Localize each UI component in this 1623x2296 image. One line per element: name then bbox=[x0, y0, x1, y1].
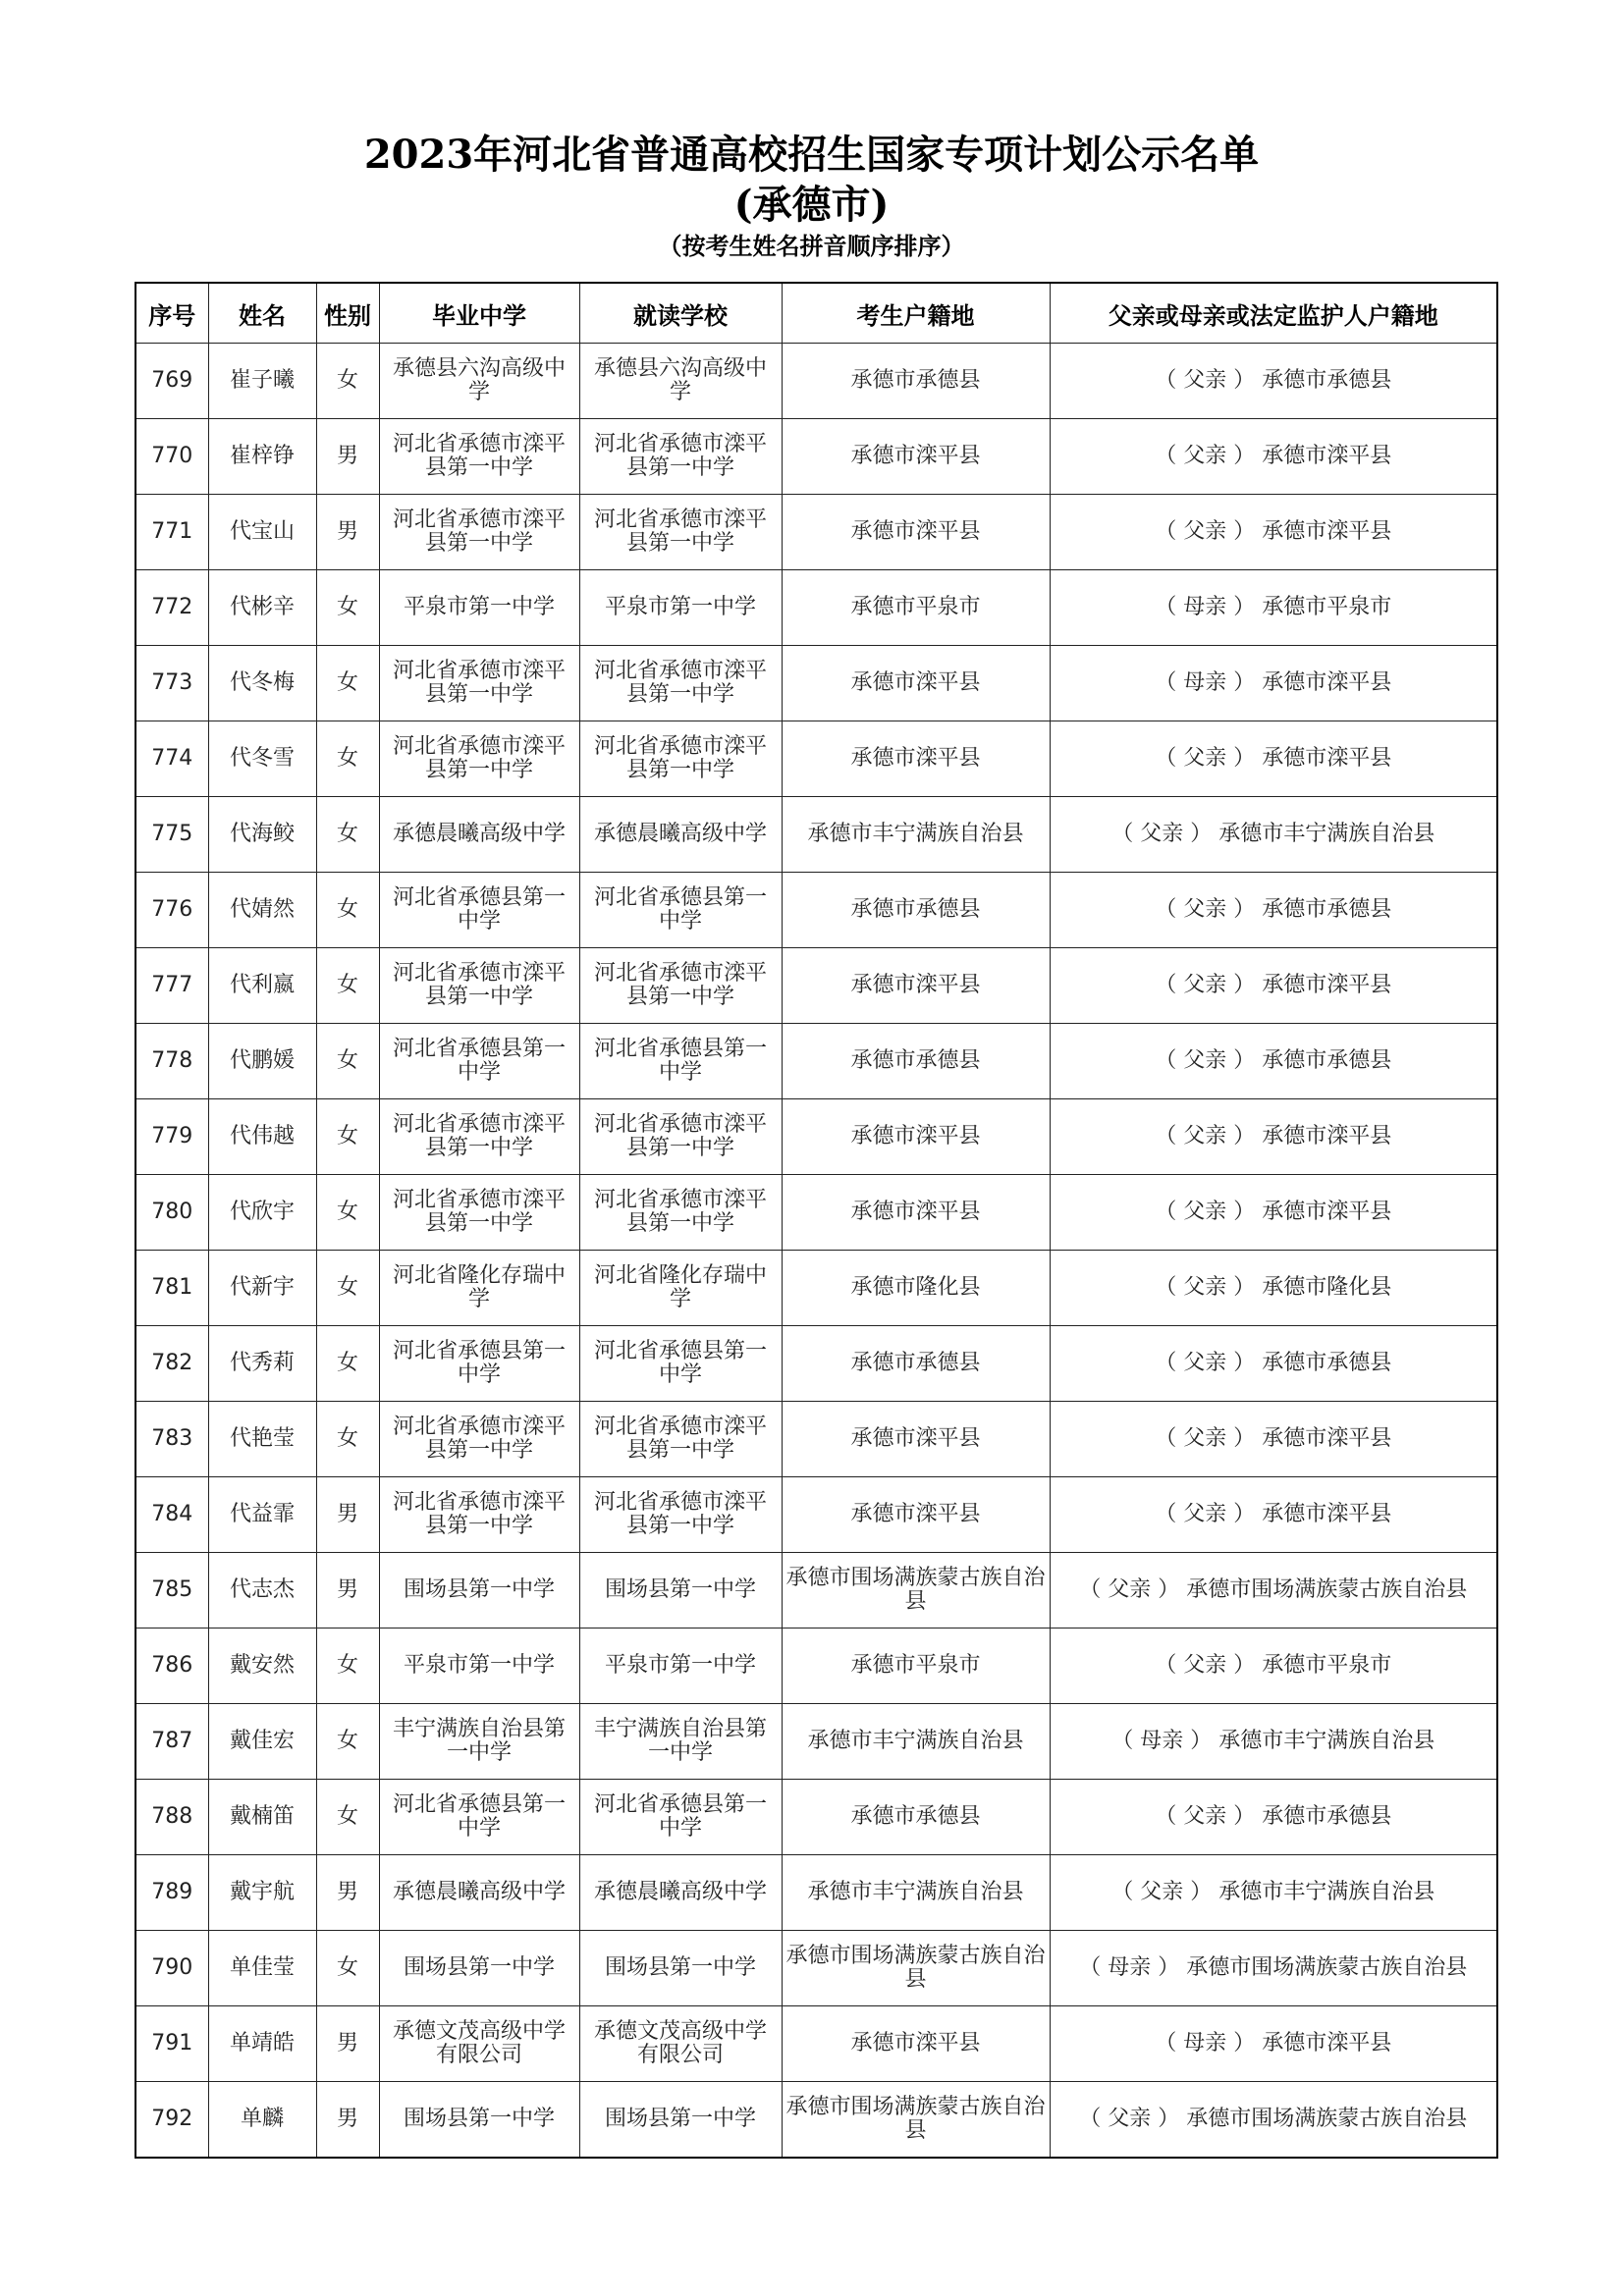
header-gender: 性别 bbox=[316, 283, 379, 344]
current-school-cell: 河北省隆化存瑞中学 bbox=[579, 1251, 782, 1326]
seq-cell: 769 bbox=[135, 344, 208, 419]
current-school-cell: 河北省承德市滦平县第一中学 bbox=[579, 419, 782, 495]
student-residence-cell: 承德市承德县 bbox=[782, 1024, 1050, 1099]
seq-cell: 770 bbox=[135, 419, 208, 495]
graduation-school-cell: 承德文茂高级中学有限公司 bbox=[379, 2006, 579, 2082]
graduation-school-cell: 河北省承德县第一中学 bbox=[379, 1326, 579, 1402]
current-school-cell: 河北省承德市滦平县第一中学 bbox=[579, 721, 782, 797]
seq-cell: 784 bbox=[135, 1477, 208, 1553]
gender-cell: 女 bbox=[316, 1251, 379, 1326]
current-school-cell: 围场县第一中学 bbox=[579, 2082, 782, 2159]
student-residence-cell: 承德市滦平县 bbox=[782, 721, 1050, 797]
header-student-residence: 考生户籍地 bbox=[782, 283, 1050, 344]
current-school-cell: 河北省承德市滦平县第一中学 bbox=[579, 1099, 782, 1175]
header-name: 姓名 bbox=[208, 283, 316, 344]
name-cell: 代宝山 bbox=[208, 495, 316, 570]
table-row bbox=[135, 948, 1497, 1024]
guardian-residence-cell: （ 父亲 ） 承德市滦平县 bbox=[1050, 1175, 1497, 1251]
table-row bbox=[135, 646, 1497, 721]
document-title: 2023年河北省普通高校招生国家专项计划公示名单 bbox=[363, 132, 1260, 178]
table-row bbox=[135, 1024, 1497, 1099]
seq-cell: 791 bbox=[135, 2006, 208, 2082]
guardian-residence-cell: （ 父亲 ） 承德市丰宁满族自治县 bbox=[1050, 797, 1497, 873]
gender-cell: 男 bbox=[316, 419, 379, 495]
gender-cell: 男 bbox=[316, 1855, 379, 1931]
table-row bbox=[135, 1931, 1497, 2006]
seq-cell: 771 bbox=[135, 495, 208, 570]
seq-cell: 787 bbox=[135, 1704, 208, 1780]
table-row bbox=[135, 1326, 1497, 1402]
table-row bbox=[135, 1175, 1497, 1251]
name-cell: 单麟 bbox=[208, 2082, 316, 2159]
student-residence-cell: 承德市滦平县 bbox=[782, 2006, 1050, 2082]
name-cell: 代益霏 bbox=[208, 1477, 316, 1553]
graduation-school-cell: 围场县第一中学 bbox=[379, 1931, 579, 2006]
seq-cell: 788 bbox=[135, 1780, 208, 1855]
gender-cell: 女 bbox=[316, 1099, 379, 1175]
student-residence-cell: 承德市隆化县 bbox=[782, 1251, 1050, 1326]
graduation-school-cell: 河北省承德市滦平县第一中学 bbox=[379, 721, 579, 797]
gender-cell: 女 bbox=[316, 1402, 379, 1477]
name-cell: 戴安然 bbox=[208, 1629, 316, 1704]
name-cell: 代艳莹 bbox=[208, 1402, 316, 1477]
gender-cell: 男 bbox=[316, 1477, 379, 1553]
graduation-school-cell: 围场县第一中学 bbox=[379, 1553, 579, 1629]
graduation-school-cell: 河北省承德市滦平县第一中学 bbox=[379, 1402, 579, 1477]
table-row bbox=[135, 1780, 1497, 1855]
name-cell: 代伟越 bbox=[208, 1099, 316, 1175]
name-cell: 崔子曦 bbox=[208, 344, 316, 419]
roster-table bbox=[135, 282, 1498, 2159]
table-row bbox=[135, 1629, 1497, 1704]
seq-cell: 776 bbox=[135, 873, 208, 948]
gender-cell: 男 bbox=[316, 2082, 379, 2159]
table-row bbox=[135, 1553, 1497, 1629]
guardian-residence-cell: （ 父亲 ） 承德市承德县 bbox=[1050, 1024, 1497, 1099]
current-school-cell: 承德晨曦高级中学 bbox=[579, 797, 782, 873]
name-cell: 代婧然 bbox=[208, 873, 316, 948]
roster-body bbox=[135, 344, 1497, 2159]
guardian-residence-cell: （ 父亲 ） 承德市围场满族蒙古族自治县 bbox=[1050, 2082, 1497, 2159]
gender-cell: 女 bbox=[316, 1931, 379, 2006]
seq-cell: 772 bbox=[135, 570, 208, 646]
gender-cell: 女 bbox=[316, 1629, 379, 1704]
graduation-school-cell: 河北省承德市滦平县第一中学 bbox=[379, 1175, 579, 1251]
current-school-cell: 河北省承德市滦平县第一中学 bbox=[579, 948, 782, 1024]
graduation-school-cell: 河北省承德市滦平县第一中学 bbox=[379, 948, 579, 1024]
guardian-residence-cell: （ 母亲 ） 承德市丰宁满族自治县 bbox=[1050, 1704, 1497, 1780]
gender-cell: 男 bbox=[316, 495, 379, 570]
student-residence-cell: 承德市滦平县 bbox=[782, 419, 1050, 495]
student-residence-cell: 承德市围场满族蒙古族自治县 bbox=[782, 1931, 1050, 2006]
guardian-residence-cell: （ 父亲 ） 承德市滦平县 bbox=[1050, 1477, 1497, 1553]
table-row bbox=[135, 1855, 1497, 1931]
student-residence-cell: 承德市围场满族蒙古族自治县 bbox=[782, 2082, 1050, 2159]
seq-cell: 775 bbox=[135, 797, 208, 873]
document-subtitle: (承德市) bbox=[733, 182, 890, 228]
gender-cell: 男 bbox=[316, 1553, 379, 1629]
header-graduation-school: 毕业中学 bbox=[379, 283, 579, 344]
seq-cell: 790 bbox=[135, 1931, 208, 2006]
table-row bbox=[135, 721, 1497, 797]
student-residence-cell: 承德市滦平县 bbox=[782, 646, 1050, 721]
student-residence-cell: 承德市滦平县 bbox=[782, 495, 1050, 570]
graduation-school-cell: 河北省承德市滦平县第一中学 bbox=[379, 495, 579, 570]
name-cell: 戴宇航 bbox=[208, 1855, 316, 1931]
table-row bbox=[135, 1251, 1497, 1326]
table-row bbox=[135, 570, 1497, 646]
current-school-cell: 河北省承德县第一中学 bbox=[579, 1024, 782, 1099]
gender-cell: 女 bbox=[316, 721, 379, 797]
student-residence-cell: 承德市滦平县 bbox=[782, 948, 1050, 1024]
gender-cell: 女 bbox=[316, 1175, 379, 1251]
guardian-residence-cell: （ 母亲 ） 承德市平泉市 bbox=[1050, 570, 1497, 646]
seq-cell: 778 bbox=[135, 1024, 208, 1099]
guardian-residence-cell: （ 父亲 ） 承德市承德县 bbox=[1050, 1780, 1497, 1855]
seq-cell: 782 bbox=[135, 1326, 208, 1402]
graduation-school-cell: 河北省承德市滦平县第一中学 bbox=[379, 419, 579, 495]
gender-cell: 女 bbox=[316, 948, 379, 1024]
graduation-school-cell: 丰宁满族自治县第一中学 bbox=[379, 1704, 579, 1780]
current-school-cell: 河北省承德市滦平县第一中学 bbox=[579, 646, 782, 721]
graduation-school-cell: 围场县第一中学 bbox=[379, 2082, 579, 2159]
seq-cell: 785 bbox=[135, 1553, 208, 1629]
student-residence-cell: 承德市围场满族蒙古族自治县 bbox=[782, 1553, 1050, 1629]
guardian-residence-cell: （ 父亲 ） 承德市滦平县 bbox=[1050, 1402, 1497, 1477]
graduation-school-cell: 承德县六沟高级中学 bbox=[379, 344, 579, 419]
gender-cell: 女 bbox=[316, 1024, 379, 1099]
graduation-school-cell: 承德晨曦高级中学 bbox=[379, 1855, 579, 1931]
seq-cell: 792 bbox=[135, 2082, 208, 2159]
graduation-school-cell: 河北省承德市滦平县第一中学 bbox=[379, 646, 579, 721]
name-cell: 单靖皓 bbox=[208, 2006, 316, 2082]
graduation-school-cell: 河北省承德县第一中学 bbox=[379, 1780, 579, 1855]
name-cell: 代利嬴 bbox=[208, 948, 316, 1024]
guardian-residence-cell: （ 父亲 ） 承德市滦平县 bbox=[1050, 495, 1497, 570]
seq-cell: 773 bbox=[135, 646, 208, 721]
header-current-school: 就读学校 bbox=[579, 283, 782, 344]
name-cell: 单佳莹 bbox=[208, 1931, 316, 2006]
student-residence-cell: 承德市滦平县 bbox=[782, 1175, 1050, 1251]
graduation-school-cell: 河北省承德县第一中学 bbox=[379, 873, 579, 948]
guardian-residence-cell: （ 母亲 ） 承德市滦平县 bbox=[1050, 2006, 1497, 2082]
current-school-cell: 承德县六沟高级中学 bbox=[579, 344, 782, 419]
table-row bbox=[135, 344, 1497, 419]
student-residence-cell: 承德市滦平县 bbox=[782, 1477, 1050, 1553]
student-residence-cell: 承德市滦平县 bbox=[782, 1099, 1050, 1175]
guardian-residence-cell: （ 父亲 ） 承德市滦平县 bbox=[1050, 948, 1497, 1024]
name-cell: 代鹏媛 bbox=[208, 1024, 316, 1099]
guardian-residence-cell: （ 父亲 ） 承德市承德县 bbox=[1050, 873, 1497, 948]
gender-cell: 女 bbox=[316, 646, 379, 721]
header-seq: 序号 bbox=[135, 283, 208, 344]
name-cell: 代欣宇 bbox=[208, 1175, 316, 1251]
table-row bbox=[135, 419, 1497, 495]
seq-cell: 789 bbox=[135, 1855, 208, 1931]
current-school-cell: 河北省承德县第一中学 bbox=[579, 1326, 782, 1402]
guardian-residence-cell: （ 父亲 ） 承德市承德县 bbox=[1050, 1326, 1497, 1402]
graduation-school-cell: 河北省隆化存瑞中学 bbox=[379, 1251, 579, 1326]
gender-cell: 女 bbox=[316, 344, 379, 419]
guardian-residence-cell: （ 父亲 ） 承德市滦平县 bbox=[1050, 1099, 1497, 1175]
table-row bbox=[135, 2082, 1497, 2159]
sort-note: （按考生姓名拼音顺序排序） bbox=[658, 233, 965, 260]
name-cell: 代新宇 bbox=[208, 1251, 316, 1326]
current-school-cell: 平泉市第一中学 bbox=[579, 1629, 782, 1704]
current-school-cell: 围场县第一中学 bbox=[579, 1931, 782, 2006]
table-row bbox=[135, 1099, 1497, 1175]
name-cell: 代志杰 bbox=[208, 1553, 316, 1629]
current-school-cell: 河北省承德县第一中学 bbox=[579, 1780, 782, 1855]
guardian-residence-cell: （ 母亲 ） 承德市滦平县 bbox=[1050, 646, 1497, 721]
table-row bbox=[135, 1704, 1497, 1780]
student-residence-cell: 承德市滦平县 bbox=[782, 1402, 1050, 1477]
student-residence-cell: 承德市承德县 bbox=[782, 873, 1050, 948]
current-school-cell: 河北省承德市滦平县第一中学 bbox=[579, 495, 782, 570]
student-residence-cell: 承德市丰宁满族自治县 bbox=[782, 797, 1050, 873]
header-row bbox=[135, 283, 1497, 344]
graduation-school-cell: 承德晨曦高级中学 bbox=[379, 797, 579, 873]
student-residence-cell: 承德市承德县 bbox=[782, 1780, 1050, 1855]
graduation-school-cell: 平泉市第一中学 bbox=[379, 570, 579, 646]
name-cell: 戴楠笛 bbox=[208, 1780, 316, 1855]
table-row bbox=[135, 797, 1497, 873]
table-row bbox=[135, 1402, 1497, 1477]
name-cell: 代冬梅 bbox=[208, 646, 316, 721]
current-school-cell: 河北省承德市滦平县第一中学 bbox=[579, 1402, 782, 1477]
guardian-residence-cell: （ 父亲 ） 承德市围场满族蒙古族自治县 bbox=[1050, 1553, 1497, 1629]
current-school-cell: 河北省承德市滦平县第一中学 bbox=[579, 1477, 782, 1553]
guardian-residence-cell: （ 母亲 ） 承德市围场满族蒙古族自治县 bbox=[1050, 1931, 1497, 2006]
student-residence-cell: 承德市承德县 bbox=[782, 1326, 1050, 1402]
gender-cell: 女 bbox=[316, 797, 379, 873]
graduation-school-cell: 河北省承德市滦平县第一中学 bbox=[379, 1099, 579, 1175]
table-row bbox=[135, 1477, 1497, 1553]
table-row bbox=[135, 873, 1497, 948]
gender-cell: 男 bbox=[316, 2006, 379, 2082]
gender-cell: 女 bbox=[316, 1704, 379, 1780]
seq-cell: 777 bbox=[135, 948, 208, 1024]
name-cell: 崔梓铮 bbox=[208, 419, 316, 495]
table-row bbox=[135, 495, 1497, 570]
gender-cell: 女 bbox=[316, 570, 379, 646]
guardian-residence-cell: （ 父亲 ） 承德市丰宁满族自治县 bbox=[1050, 1855, 1497, 1931]
gender-cell: 女 bbox=[316, 1326, 379, 1402]
current-school-cell: 平泉市第一中学 bbox=[579, 570, 782, 646]
student-residence-cell: 承德市丰宁满族自治县 bbox=[782, 1855, 1050, 1931]
table-row bbox=[135, 2006, 1497, 2082]
seq-cell: 783 bbox=[135, 1402, 208, 1477]
student-residence-cell: 承德市承德县 bbox=[782, 344, 1050, 419]
name-cell: 代冬雪 bbox=[208, 721, 316, 797]
graduation-school-cell: 河北省承德市滦平县第一中学 bbox=[379, 1477, 579, 1553]
current-school-cell: 承德文茂高级中学有限公司 bbox=[579, 2006, 782, 2082]
guardian-residence-cell: （ 父亲 ） 承德市隆化县 bbox=[1050, 1251, 1497, 1326]
current-school-cell: 承德晨曦高级中学 bbox=[579, 1855, 782, 1931]
graduation-school-cell: 平泉市第一中学 bbox=[379, 1629, 579, 1704]
student-residence-cell: 承德市丰宁满族自治县 bbox=[782, 1704, 1050, 1780]
seq-cell: 780 bbox=[135, 1175, 208, 1251]
guardian-residence-cell: （ 父亲 ） 承德市承德县 bbox=[1050, 344, 1497, 419]
current-school-cell: 丰宁满族自治县第一中学 bbox=[579, 1704, 782, 1780]
guardian-residence-cell: （ 父亲 ） 承德市滦平县 bbox=[1050, 721, 1497, 797]
name-cell: 代彬辛 bbox=[208, 570, 316, 646]
gender-cell: 女 bbox=[316, 873, 379, 948]
graduation-school-cell: 河北省承德县第一中学 bbox=[379, 1024, 579, 1099]
current-school-cell: 河北省承德县第一中学 bbox=[579, 873, 782, 948]
name-cell: 代海鲛 bbox=[208, 797, 316, 873]
guardian-residence-cell: （ 父亲 ） 承德市平泉市 bbox=[1050, 1629, 1497, 1704]
name-cell: 戴佳宏 bbox=[208, 1704, 316, 1780]
seq-cell: 779 bbox=[135, 1099, 208, 1175]
current-school-cell: 河北省承德市滦平县第一中学 bbox=[579, 1175, 782, 1251]
name-cell: 代秀莉 bbox=[208, 1326, 316, 1402]
seq-cell: 781 bbox=[135, 1251, 208, 1326]
header-guardian-residence: 父亲或母亲或法定监护人户籍地 bbox=[1050, 283, 1497, 344]
student-residence-cell: 承德市平泉市 bbox=[782, 570, 1050, 646]
gender-cell: 女 bbox=[316, 1780, 379, 1855]
seq-cell: 774 bbox=[135, 721, 208, 797]
student-residence-cell: 承德市平泉市 bbox=[782, 1629, 1050, 1704]
current-school-cell: 围场县第一中学 bbox=[579, 1553, 782, 1629]
guardian-residence-cell: （ 父亲 ） 承德市滦平县 bbox=[1050, 419, 1497, 495]
seq-cell: 786 bbox=[135, 1629, 208, 1704]
